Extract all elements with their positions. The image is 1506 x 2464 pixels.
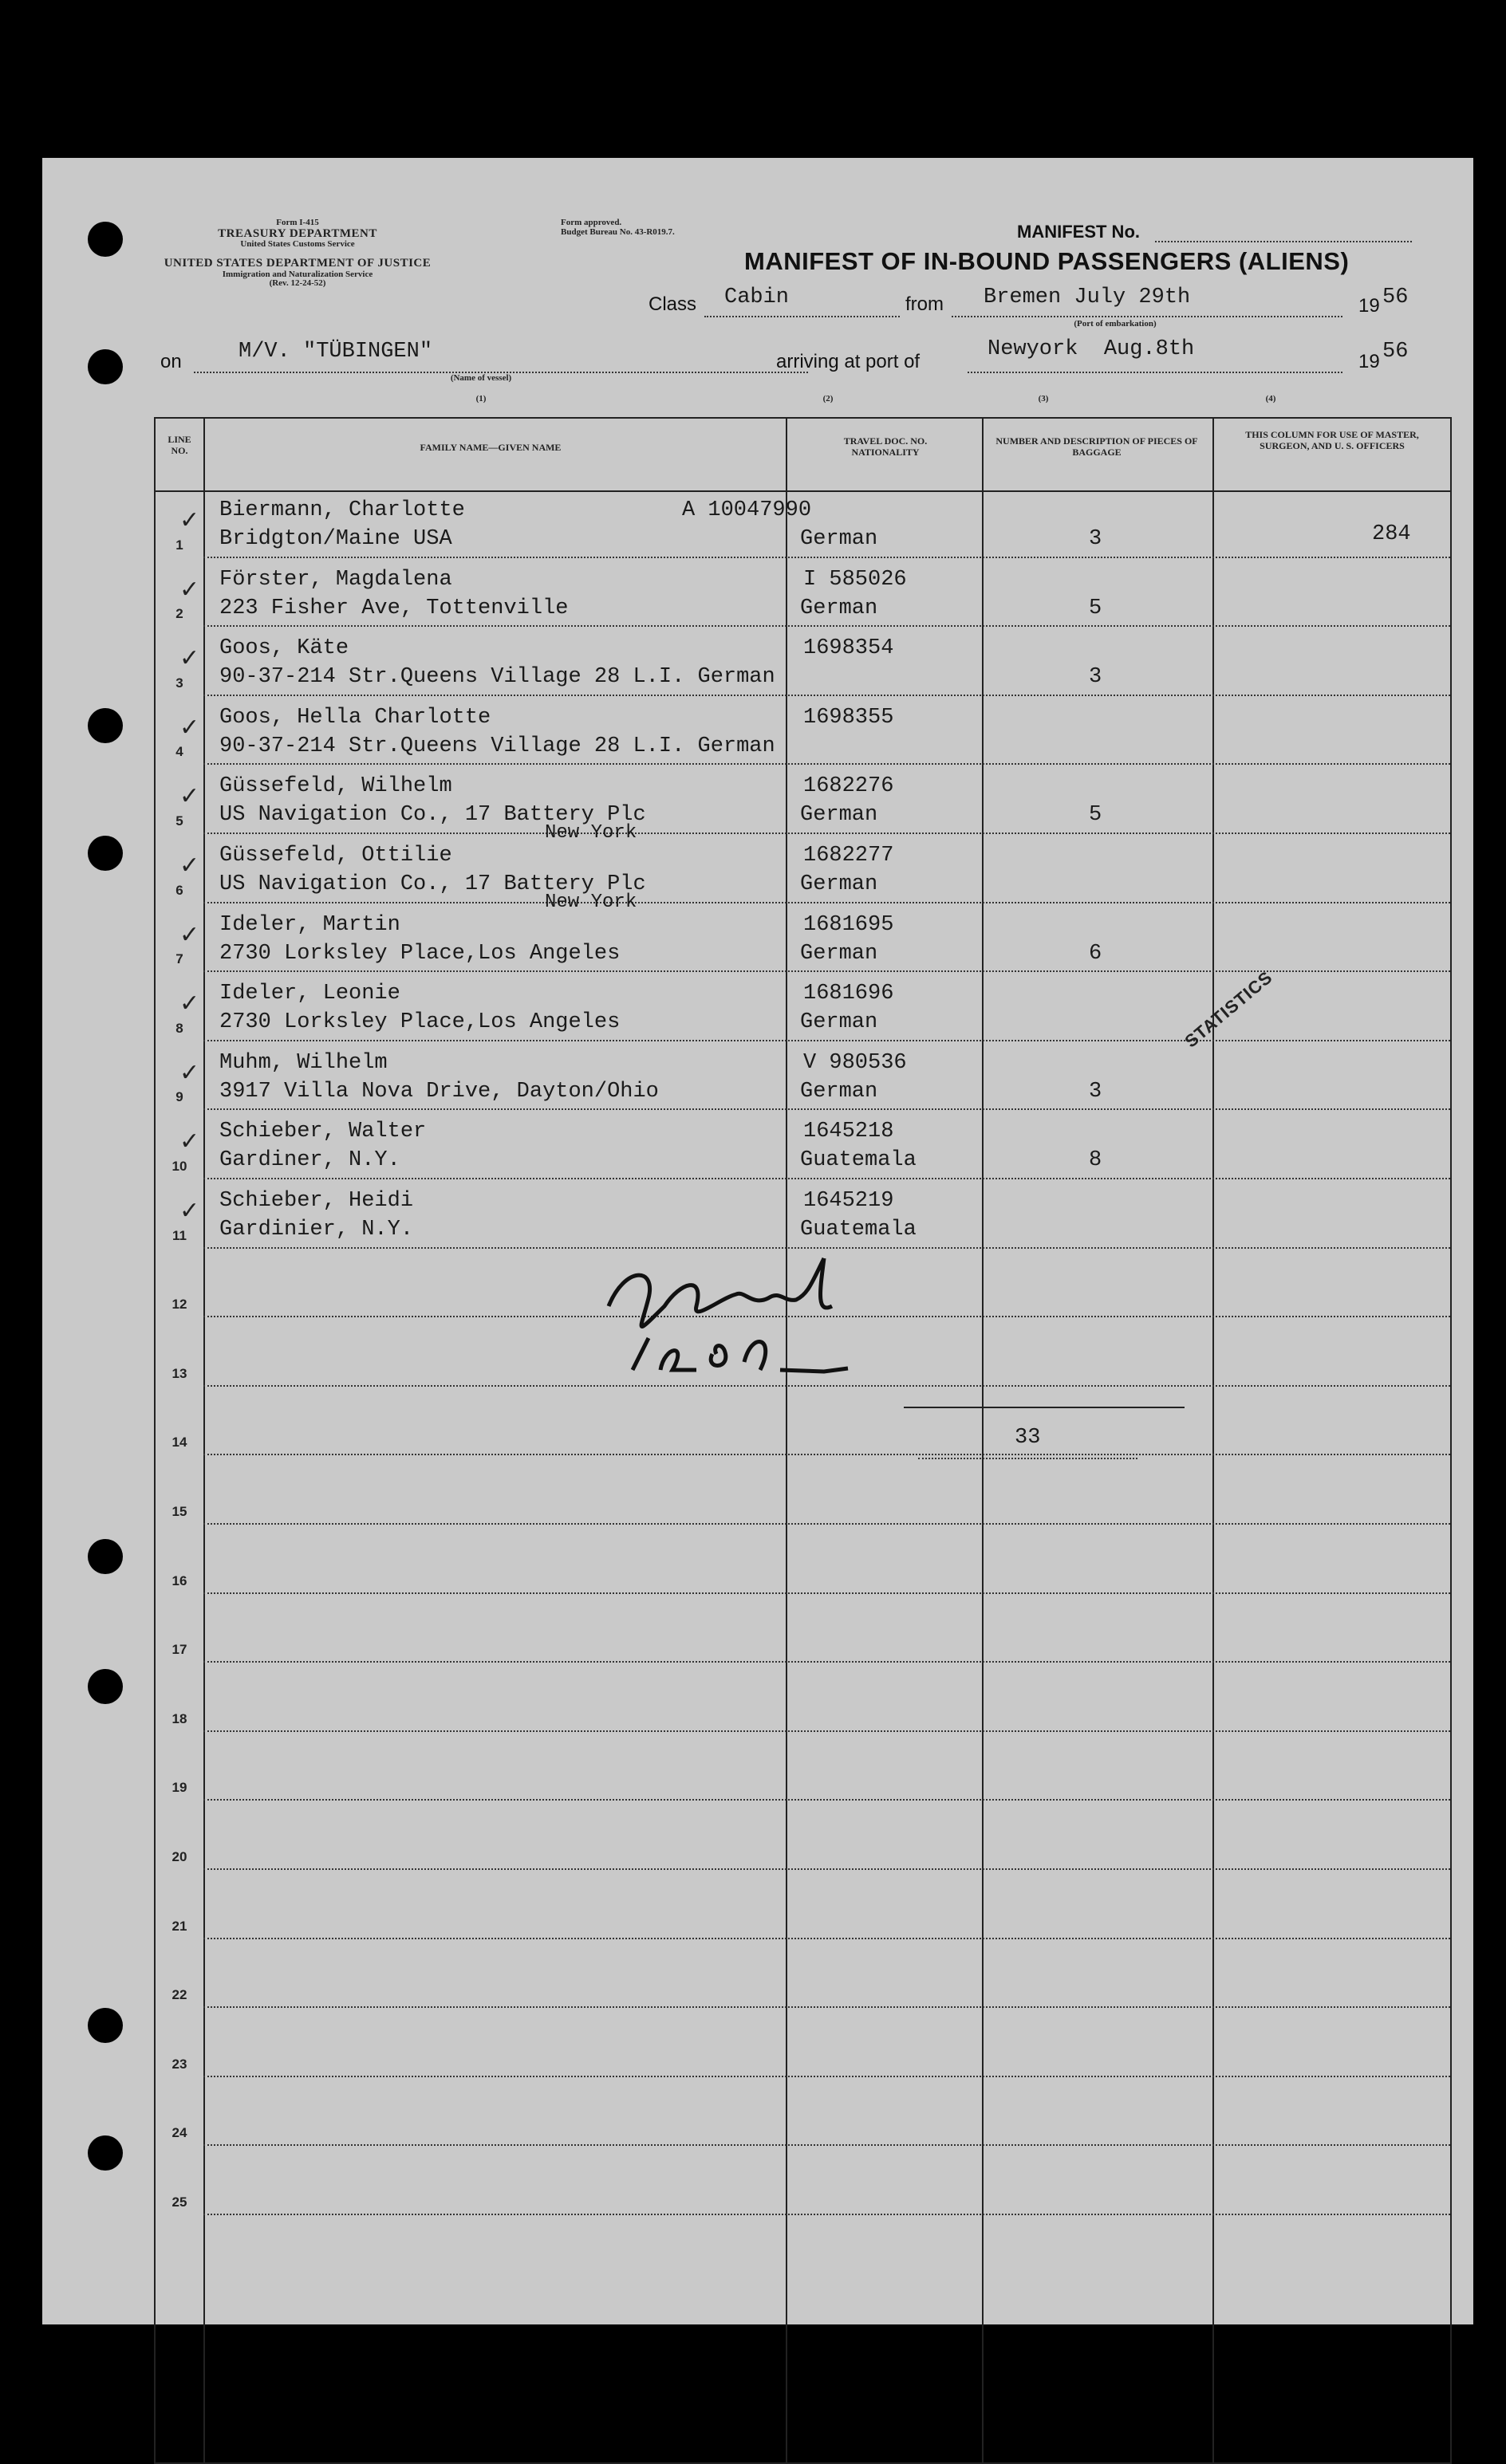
passenger-address: 3917 Villa Nova Drive, Dayton/Ohio	[219, 1079, 659, 1104]
nationality: German	[800, 803, 878, 828]
justice-dept: UNITED STATES DEPARTMENT OF JUSTICE	[164, 256, 432, 270]
on-label: on	[160, 351, 182, 372]
line-number: 25	[171, 2194, 187, 2210]
vessel-value[interactable]: M/V. "TÜBINGEN"	[239, 340, 433, 364]
line-number: 22	[171, 1987, 187, 2003]
baggage-count: 3	[1089, 665, 1102, 690]
manifest-title: MANIFEST OF IN-BOUND PASSENGERS (ALIENS)	[744, 247, 1350, 275]
travel-doc-number: 1682277	[803, 844, 894, 868]
col-header-doc	[794, 436, 977, 459]
col-num-4: (4)	[1265, 394, 1276, 403]
row-divider	[203, 2144, 1450, 2146]
line-number: 8	[175, 1020, 183, 1036]
manifest-number-label: MANIFEST No.	[1017, 222, 1140, 242]
passenger-name: Muhm, Wilhelm	[219, 1050, 388, 1075]
travel-doc-number: V 980536	[803, 1050, 907, 1075]
passenger-address: 90-37-214 Str.Queens Village 28 L.I. German	[219, 665, 775, 690]
row-divider	[203, 1868, 1450, 1870]
row-divider	[203, 1592, 1450, 1594]
line-number: 4	[175, 744, 183, 760]
col-divider	[982, 419, 984, 2462]
form-number: Form I-415	[276, 218, 319, 227]
passenger-address: Bridgton/Maine USA	[219, 527, 452, 551]
punch-hole	[88, 1539, 123, 1574]
row-divider	[203, 1040, 1450, 1041]
passenger-name: Ideler, Martin	[219, 912, 400, 937]
passenger-address: Gardiner, N.Y.	[219, 1148, 400, 1173]
passenger-address: US Navigation Co., 17 Battery Plc	[219, 803, 646, 828]
col-header-nationality: NATIONALITY	[851, 446, 920, 458]
passenger-name: Förster, Magdalena	[219, 567, 452, 592]
check-mark-icon: ✓	[179, 575, 200, 604]
passenger-name: Biermann, Charlotte	[219, 498, 465, 522]
total-rule	[904, 1407, 1185, 1408]
port-embarkation-caption: (Port of embarkation)	[1074, 319, 1157, 329]
baggage-count: 5	[1089, 596, 1102, 620]
row-divider	[203, 625, 1450, 627]
year-prefix-2: 19	[1358, 351, 1380, 372]
nationality: German	[800, 941, 878, 966]
line-number: 3	[175, 675, 183, 691]
line-number: 9	[175, 1089, 183, 1105]
nationality: Guatemala	[800, 1148, 917, 1173]
passenger-name: Ideler, Leonie	[219, 982, 400, 1006]
passenger-address: 90-37-214 Str.Queens Village 28 L.I. German	[219, 734, 775, 758]
line-number: 21	[171, 1918, 187, 1934]
passenger-name: Schieber, Heidi	[219, 1189, 414, 1213]
col-divider	[203, 419, 205, 2462]
line-number: 14	[171, 1435, 187, 1450]
line-number: 15	[171, 1504, 187, 1519]
total-baggage: 33	[1015, 1426, 1041, 1450]
passenger-name: Güssefeld, Wilhelm	[219, 774, 452, 799]
nationality: Guatemala	[800, 1218, 917, 1242]
col-divider	[1212, 419, 1214, 2462]
line-number: 5	[175, 813, 183, 829]
row-divider	[203, 557, 1450, 558]
line-number: 23	[171, 2056, 187, 2072]
check-mark-icon: ✓	[179, 920, 200, 949]
budget-bureau: Budget Bureau No. 43-R019.7.	[561, 226, 675, 237]
budget-block	[561, 218, 768, 237]
from-line	[952, 316, 1342, 317]
travel-doc-number: 1698354	[803, 636, 894, 661]
arrival-port-value[interactable]: Newyork Aug.8th	[988, 337, 1195, 361]
statistics-stamp: STATISTICS	[1181, 966, 1276, 1052]
check-mark-icon: ✓	[179, 506, 200, 534]
row-divider	[203, 1247, 1450, 1249]
line-number: 24	[171, 2125, 187, 2141]
nationality: German	[800, 872, 878, 896]
check-mark-icon: ✓	[179, 990, 200, 1018]
passenger-name: Goos, Hella Charlotte	[219, 705, 491, 730]
baggage-count: 3	[1089, 527, 1102, 551]
punch-hole	[88, 222, 123, 257]
row-divider	[203, 832, 1450, 834]
officer-note: 284	[1372, 522, 1411, 546]
row-divider	[203, 1730, 1450, 1732]
passenger-address: 2730 Lorksley Place,Los Angeles	[219, 1010, 621, 1035]
baggage-count: 5	[1089, 803, 1102, 828]
travel-doc-number: I 585026	[803, 567, 907, 592]
nationality: German	[800, 1010, 878, 1035]
line-number: 11	[172, 1227, 187, 1243]
from-label: from	[905, 293, 944, 315]
check-mark-icon: ✓	[179, 782, 200, 811]
address-extra: New York	[545, 822, 637, 844]
check-mark-icon: ✓	[179, 852, 200, 880]
row-divider	[203, 2214, 1450, 2215]
travel-doc-number: A 10047990	[682, 498, 812, 522]
travel-doc-number: 1681696	[803, 982, 894, 1006]
row-divider	[203, 1454, 1450, 1455]
col-header-name: FAMILY NAME—GIVEN NAME	[420, 442, 562, 453]
col-num-2: (2)	[822, 394, 834, 403]
line-number: 12	[171, 1297, 187, 1313]
treasury-dept: TREASURY DEPARTMENT	[218, 226, 377, 240]
line-number: 6	[175, 882, 183, 898]
passenger-address: US Navigation Co., 17 Battery Plc	[219, 872, 646, 896]
travel-doc-number: 1681695	[803, 912, 894, 937]
passenger-name: Goos, Käte	[219, 636, 349, 661]
check-mark-icon: ✓	[179, 713, 200, 742]
year-value[interactable]: 56	[1382, 285, 1409, 309]
row-divider	[203, 1178, 1450, 1179]
punch-hole	[88, 836, 123, 871]
check-mark-icon: ✓	[179, 1128, 200, 1156]
total-double-rule	[918, 1458, 1137, 1459]
row-divider	[203, 2006, 1450, 2008]
line-number: 17	[171, 1642, 187, 1658]
passenger-name: Güssefeld, Ottilie	[219, 844, 452, 868]
line-number: 2	[175, 606, 183, 622]
row-divider	[203, 1938, 1450, 1939]
punch-hole	[88, 1669, 123, 1704]
form-approved: Form approved.	[561, 218, 622, 227]
passenger-table	[154, 417, 1452, 2464]
col-header-baggage: NUMBER AND DESCRIPTION OF PIECES OF BAGGAGE	[995, 435, 1198, 458]
punch-hole	[88, 2008, 123, 2043]
passenger-name: Schieber, Walter	[219, 1120, 427, 1144]
line-number: 1	[175, 537, 183, 553]
passenger-address: Gardinier, N.Y.	[219, 1218, 414, 1242]
row-divider	[203, 2076, 1450, 2077]
punch-hole	[88, 349, 123, 384]
baggage-count: 3	[1089, 1079, 1102, 1104]
vessel-caption: (Name of vessel)	[450, 373, 512, 383]
customs-service: United States Customs Service	[240, 239, 355, 250]
passenger-address: 2730 Lorksley Place,Los Angeles	[219, 941, 621, 966]
arriving-line	[968, 372, 1342, 373]
embarkation-value[interactable]: Bremen July 29th	[984, 285, 1191, 309]
class-value[interactable]: Cabin	[724, 285, 790, 309]
ins-service: Immigration and Naturalization Service	[222, 269, 373, 279]
col-header-officers: THIS COLUMN FOR USE OF MASTER, SURGEON, AND U. S. OFFICERS	[1245, 429, 1419, 451]
line-number: 19	[171, 1780, 187, 1796]
nationality: German	[800, 1079, 878, 1104]
punch-hole	[88, 708, 123, 743]
nationality: German	[800, 596, 878, 620]
row-divider	[203, 695, 1450, 696]
line-number: 16	[171, 1572, 187, 1588]
check-mark-icon: ✓	[179, 644, 200, 673]
manifest-number-field[interactable]	[1155, 241, 1412, 242]
officer-signature	[585, 1250, 968, 1386]
header-divider	[156, 490, 1450, 492]
check-mark-icon: ✓	[179, 1197, 200, 1225]
revision: (Rev. 12-24-52)	[269, 278, 326, 289]
row-divider	[203, 1661, 1450, 1663]
line-number: 20	[171, 1849, 187, 1864]
line-number: 18	[171, 1710, 187, 1726]
address-extra: New York	[545, 892, 637, 913]
line-number: 10	[171, 1159, 187, 1174]
punch-hole	[88, 2135, 123, 2171]
manifest-page	[42, 158, 1473, 2324]
travel-doc-number: 1645219	[803, 1189, 894, 1213]
line-number: 7	[175, 951, 183, 967]
arriving-label: arriving at port of	[776, 351, 921, 372]
col-num-3: (3)	[1038, 394, 1049, 403]
row-divider	[203, 1523, 1450, 1525]
row-divider	[203, 1799, 1450, 1801]
travel-doc-number: 1698355	[803, 705, 894, 730]
col-header-doc-no: TRAVEL DOC. NO.	[843, 435, 928, 447]
row-divider	[203, 763, 1450, 765]
class-line	[704, 316, 900, 317]
year-value-2[interactable]: 56	[1382, 340, 1409, 364]
col-num-1: (1)	[475, 394, 487, 403]
travel-doc-number: 1645218	[803, 1120, 894, 1144]
passenger-address: 223 Fisher Ave, Tottenville	[219, 596, 569, 620]
col-header-line-no: LINE NO.	[168, 434, 191, 456]
baggage-count: 6	[1089, 941, 1102, 966]
class-label: Class	[649, 293, 697, 315]
col-divider	[786, 419, 787, 2462]
nationality: German	[800, 527, 878, 551]
row-divider	[203, 1108, 1450, 1110]
baggage-count: 8	[1089, 1148, 1102, 1173]
row-divider	[203, 902, 1450, 903]
year-prefix: 19	[1358, 295, 1380, 317]
check-mark-icon: ✓	[179, 1058, 200, 1087]
agency-header	[154, 218, 441, 289]
line-number: 13	[171, 1365, 187, 1381]
travel-doc-number: 1682276	[803, 774, 894, 799]
